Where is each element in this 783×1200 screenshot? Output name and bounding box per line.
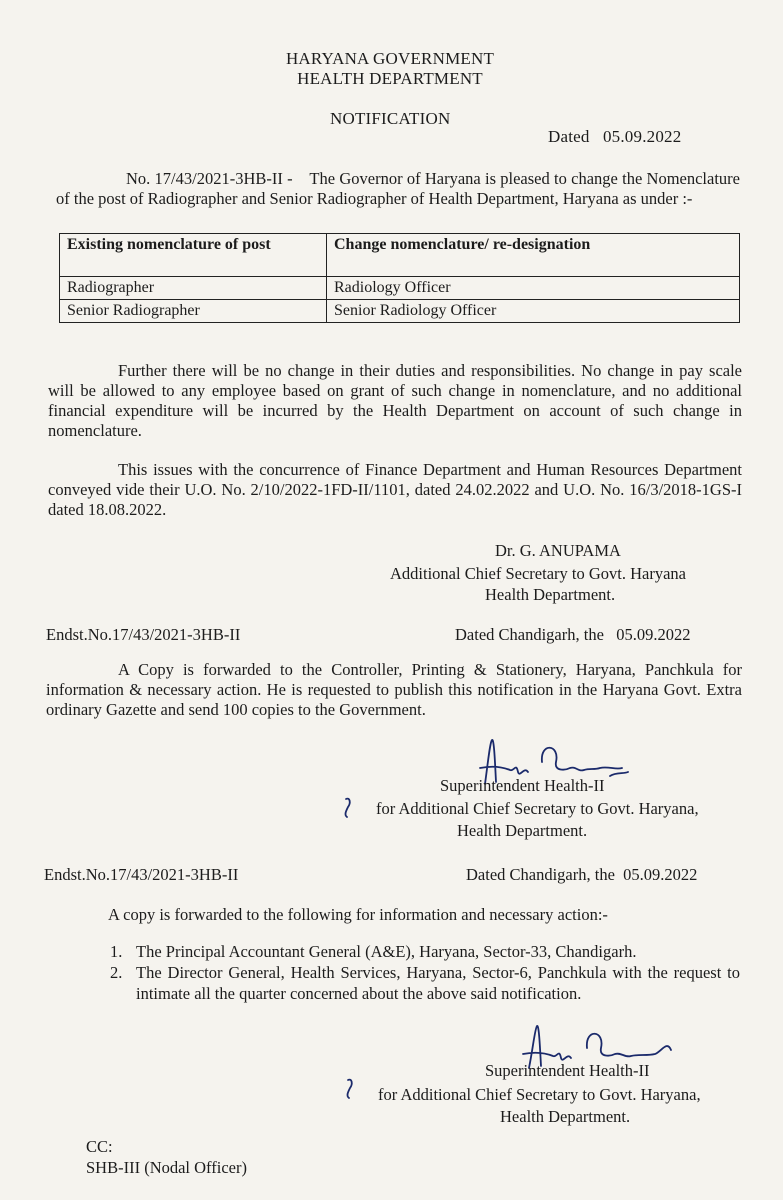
table-row bbox=[60, 277, 740, 300]
recipient-list bbox=[110, 941, 740, 1004]
list-item: 2. The Director General, Health Services, Haryana, Sector-6, Panchkula with the request to intimate all the quarter concerned about the above said notification. bbox=[110, 963, 740, 1003]
government-heading: HARYANA GOVERNMENT bbox=[285, 49, 495, 68]
table-cell: Senior Radiographer bbox=[60, 300, 327, 323]
duties-paragraph: Further there will be no change in their duties and responsibilities. No change in pay scale will be allowed to any employee based on grant of such change in nomenclature, and no additional financial expenditure will be incurred by the Health Department on account of such change in nomenclature. bbox=[48, 361, 742, 440]
notification-date: Dated 05.09.2022 bbox=[548, 127, 682, 146]
intro-text: The Governor of Haryana is pleased to change the Nomenclature of the post of Radiographer and Senior Radiographer of Health Department, Haryana as under :- bbox=[56, 169, 740, 208]
table-cell: Radiology Officer bbox=[327, 277, 740, 300]
table-cell: Radiographer bbox=[60, 277, 327, 300]
signatory-name: Dr. G. ANUPAMA bbox=[495, 541, 621, 560]
cc-recipient: SHB-III (Nodal Officer) bbox=[86, 1158, 247, 1177]
for-additional-chief-secretary: for Additional Chief Secretary to Govt. Haryana, bbox=[376, 799, 699, 818]
notification-number: No. 17/43/2021-3HB-II - bbox=[126, 169, 293, 188]
signatory-department: Health Department. bbox=[485, 585, 616, 604]
notification-title: NOTIFICATION bbox=[330, 109, 451, 128]
endorsement-paragraph: A Copy is forwarded to the Controller, Printing & Stationery, Haryana, Panchkula for information & necessary action. He is requested to publish this notification in the Haryana Govt. Extra ordinary Gazette and send 100 copies to the Government. bbox=[46, 660, 742, 719]
column-header-existing: Existing nomenclature of post bbox=[60, 234, 327, 277]
initial-mark bbox=[340, 795, 356, 821]
signature-department: Health Department. bbox=[500, 1107, 631, 1126]
signature-department: Health Department. bbox=[457, 821, 588, 840]
superintendent-title: Superintendent Health-II bbox=[485, 1061, 650, 1080]
endorsement-number: Endst.No.17/43/2021-3HB-II bbox=[46, 625, 241, 644]
table-cell: Senior Radiology Officer bbox=[327, 300, 740, 323]
table-row bbox=[60, 300, 740, 323]
cc-label: CC: bbox=[86, 1137, 113, 1156]
intro-paragraph bbox=[56, 169, 740, 209]
table-header-row bbox=[60, 234, 740, 277]
concurrence-paragraph: This issues with the concurrence of Finance Department and Human Resources Department conveyed vide their U.O. No. 2/10/2022-1FD-II/1101, dated 24.02.2022 and U.O. No. 16/3/2018-1GS-I dated 18.08.2022. bbox=[48, 460, 742, 519]
for-additional-chief-secretary: for Additional Chief Secretary to Govt. Haryana, bbox=[378, 1085, 701, 1104]
column-header-change: Change nomenclature/ re-designation bbox=[327, 234, 740, 277]
department-heading: HEALTH DEPARTMENT bbox=[297, 69, 483, 88]
signatory-designation: Additional Chief Secretary to Govt. Haryana bbox=[390, 564, 686, 583]
endorsement-number: Endst.No.17/43/2021-3HB-II bbox=[44, 865, 239, 884]
endorsement-date: Dated Chandigarh, the 05.09.2022 bbox=[466, 865, 698, 884]
endorsement-date: Dated Chandigarh, the 05.09.2022 bbox=[455, 625, 691, 644]
superintendent-title: Superintendent Health-II bbox=[440, 776, 605, 795]
nomenclature-table bbox=[59, 233, 740, 323]
list-item: 1. The Principal Accountant General (A&E), Haryana, Sector-33, Chandigarh. bbox=[110, 942, 637, 961]
initial-mark bbox=[342, 1076, 358, 1102]
forwarding-line: A copy is forwarded to the following for information and necessary action:- bbox=[108, 905, 608, 924]
